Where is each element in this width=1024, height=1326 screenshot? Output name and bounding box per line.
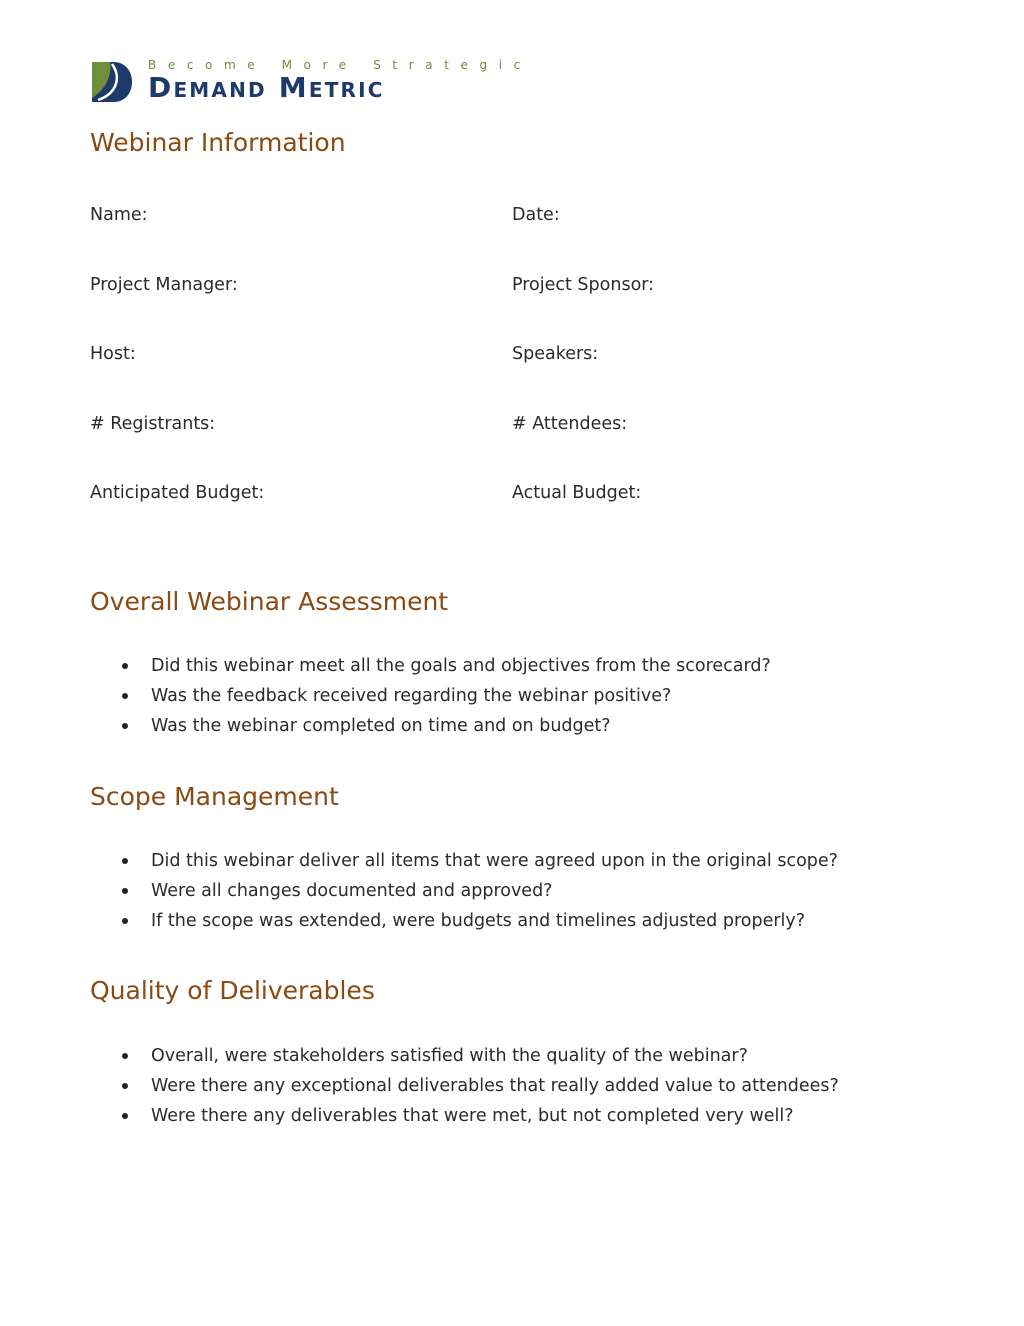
demand-metric-logo [90,58,532,106]
bullet-icon [122,693,128,699]
list-item: Were there any deliverables that were met, but not completed very well? [90,1101,839,1131]
bullet-icon [122,663,128,669]
quality-list [90,1041,839,1131]
speakers-field-label: Speakers: [512,344,599,364]
bullet-icon [122,858,128,864]
overall-assessment-heading: Overall Webinar Assessment [90,587,449,616]
bullet-icon [122,1083,128,1089]
scope-management-heading: Scope Management [90,782,339,811]
assessment-list [90,651,771,741]
bullet-icon [122,918,128,924]
list-item: Was the webinar completed on time and on budget? [90,711,771,741]
registrants-field-label: # Registrants: [90,414,216,434]
bullet-icon [122,1113,128,1119]
scope-list [90,846,838,936]
logo-tagline: Become More Strategic [148,58,532,72]
bullet-icon [122,723,128,729]
project-sponsor-field-label: Project Sponsor: [512,275,655,295]
list-item: Was the feedback received regarding the webinar positive? [90,681,771,711]
logo-name: Demand Metric [148,71,385,104]
list-item: Were there any exceptional deliverables that really added value to attendees? [90,1071,839,1101]
list-item: Did this webinar deliver all items that were agreed upon in the original scope? [90,846,838,876]
actual-budget-field-label: Actual Budget: [512,483,642,503]
bullet-icon [122,1053,128,1059]
webinar-information-heading: Webinar Information [90,128,346,157]
list-item: If the scope was extended, were budgets and timelines adjusted properly? [90,906,838,936]
logo-mark-icon [90,60,134,104]
host-field-label: Host: [90,344,136,364]
name-field-label: Name: [90,205,148,225]
anticipated-budget-field-label: Anticipated Budget: [90,483,265,503]
quality-deliverables-heading: Quality of Deliverables [90,976,375,1005]
attendees-field-label: # Attendees: [512,414,628,434]
bullet-icon [122,888,128,894]
list-item: Did this webinar meet all the goals and objectives from the scorecard? [90,651,771,681]
date-field-label: Date: [512,205,560,225]
project-manager-field-label: Project Manager: [90,275,238,295]
list-item: Overall, were stakeholders satisfied with the quality of the webinar? [90,1041,839,1071]
list-item: Were all changes documented and approved? [90,876,838,906]
